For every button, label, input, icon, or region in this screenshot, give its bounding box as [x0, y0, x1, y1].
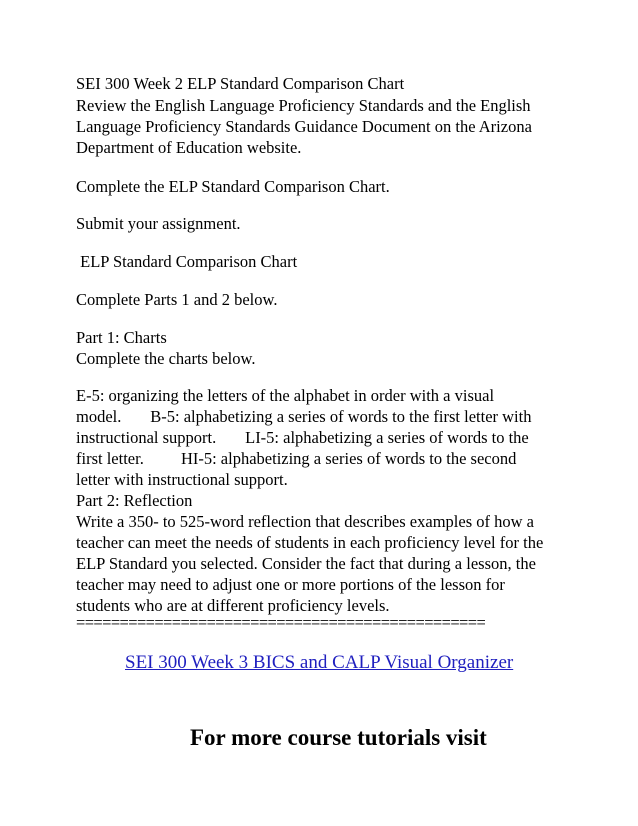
part-heading: Part 2: Reflection: [76, 491, 193, 510]
body-line: teacher can meet the needs of students in each proficiency level for the: [76, 533, 544, 552]
body-line: Complete the charts below.: [76, 349, 256, 368]
body-line: model. B-5: alphabetizing a series of words to the first letter with: [76, 407, 532, 426]
body-line: Submit your assignment.: [76, 214, 241, 233]
body-line: E-5: organizing the letters of the alphabet in order with a visual: [76, 386, 495, 405]
promo-heading: For more course tutorials visit: [190, 725, 487, 750]
body-line: Language Proficiency Standards Guidance Document on the Arizona: [76, 117, 532, 136]
body-line: Department of Education website.: [76, 138, 302, 157]
body-line: letter with instructional support.: [76, 470, 288, 489]
body-line: students who are at different proficiency levels.: [76, 596, 390, 615]
body-line: first letter. HI-5: alphabetizing a series of words to the second: [76, 449, 517, 468]
section-heading: ELP Standard Comparison Chart: [76, 252, 298, 271]
divider-line: ===============================================: [76, 613, 486, 632]
part-heading: Part 1: Charts: [76, 328, 167, 347]
body-line: instructional support. LI-5: alphabetizing a series of words to the: [76, 428, 529, 447]
body-line: Review the English Language Proficiency Standards and the English: [76, 96, 531, 115]
body-line: teacher may need to adjust one or more portions of the lesson for: [76, 575, 505, 594]
body-line: Complete Parts 1 and 2 below.: [76, 290, 278, 309]
body-line: Write a 350- to 525-word reflection that describes examples of how a: [76, 512, 534, 531]
body-line: ELP Standard you selected. Consider the fact that during a lesson, the: [76, 554, 536, 573]
document-title: SEI 300 Week 2 ELP Standard Comparison Chart: [76, 74, 405, 93]
body-line: Complete the ELP Standard Comparison Chart.: [76, 177, 390, 196]
course-link[interactable]: SEI 300 Week 3 BICS and CALP Visual Organizer: [125, 652, 514, 673]
